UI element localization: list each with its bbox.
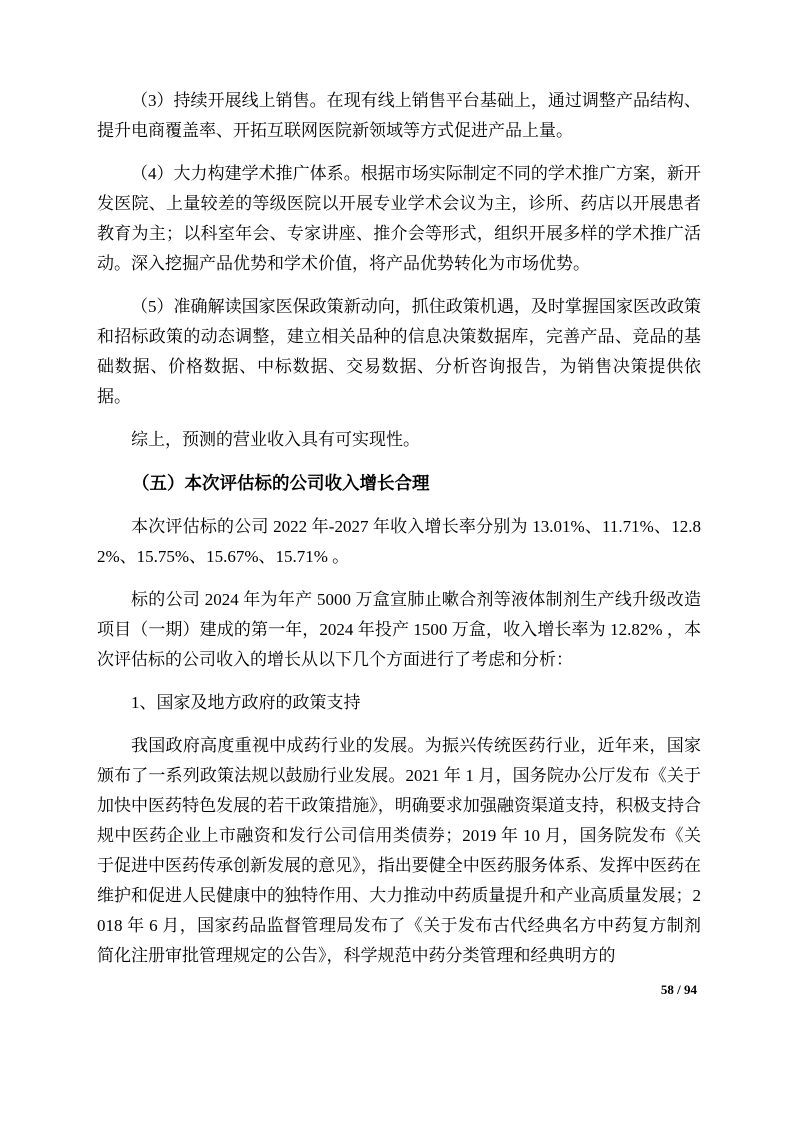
section-heading-revenue-growth: （五）本次评估标的公司收入增长合理 (132, 473, 430, 493)
subsection-heading-policy-support: 1、国家及地方政府的政策支持 (131, 693, 361, 712)
paragraph-academic-promotion: （4）大力构建学术推广体系。根据市场实际制定不同的学术推广方案，新开发医院、上量较差的等级医院以开展专业学术会议为主，诊所、药店以开展患者教育为主；以科室年会、专家讲座、推介会等形式，组织开展多样的学术推广活动。深入挖掘产品优势和学术价值，将产品优势转化为市场优势。 (97, 164, 701, 273)
paragraph-2024-production: 标的公司 2024 年为年产 5000 万盒宣肺止嗽合剂等液体制剂生产线升级改造项目（一期）建成的第一年，2024 年投产 1500 万盒，收入增长率为 12.82% ，本次评估标的公司收入的增长从以下几个方面进行了考虑和分析： (97, 590, 701, 669)
page-footer (661, 982, 697, 998)
paragraph-online-sales: （3）持续开展线上销售。在现有线上销售平台基础上，通过调整产品结构、提升电商覆盖率、开拓互联网医院新领域等方式促进产品上量。 (97, 91, 701, 140)
paragraph-policy-database: （5）准确解读国家医保政策新动向，抓住政策机遇，及时掌握国家医改政策和招标政策的动态调整，建立相关品种的信息决策数据库，完善产品、竞品的基础数据、价格数据、中标数据、交易数据、分析咨询报告，为销售决策提供依据。 (97, 297, 701, 406)
page-content (97, 86, 701, 971)
paragraph-government-policy: 我国政府高度重视中成药行业的发展。为振兴传统医药行业，近年来，国家颁布了一系列政策法规以鼓励行业发展。2021 年 1 月，国务院办公厅发布《关于加快中医药特色发展的若干政策措施》，明确要求加强融资渠道支持，积极支持合规中医药企业上市融资和发行公司信用类债券；2019 年 10 月，国务院发布《关于促进中医药传承创新发展的意见》，指出要健全中医药服务体系、发挥中医药在维护和促进人民健康中的独特作用、大力推动中药质量提升和产业高质量发展；2018 年 6 月，国家药品监督管理局发布了《关于发布古代经典名方中药复方制剂简化注册审批管理规定的公告》，科学规范中药分类管理和经典明方的 (97, 736, 701, 965)
paragraph-growth-rates: 本次评估标的公司 2022 年-2027 年收入增长率分别为 13.01%、11.71%、12.82%、15.75%、15.67%、15.71% 。 (97, 517, 701, 566)
page-number: 58 / 94 (660, 982, 697, 997)
paragraph-conclusion: 综上，预测的营业收入具有可实现性。 (131, 430, 420, 449)
